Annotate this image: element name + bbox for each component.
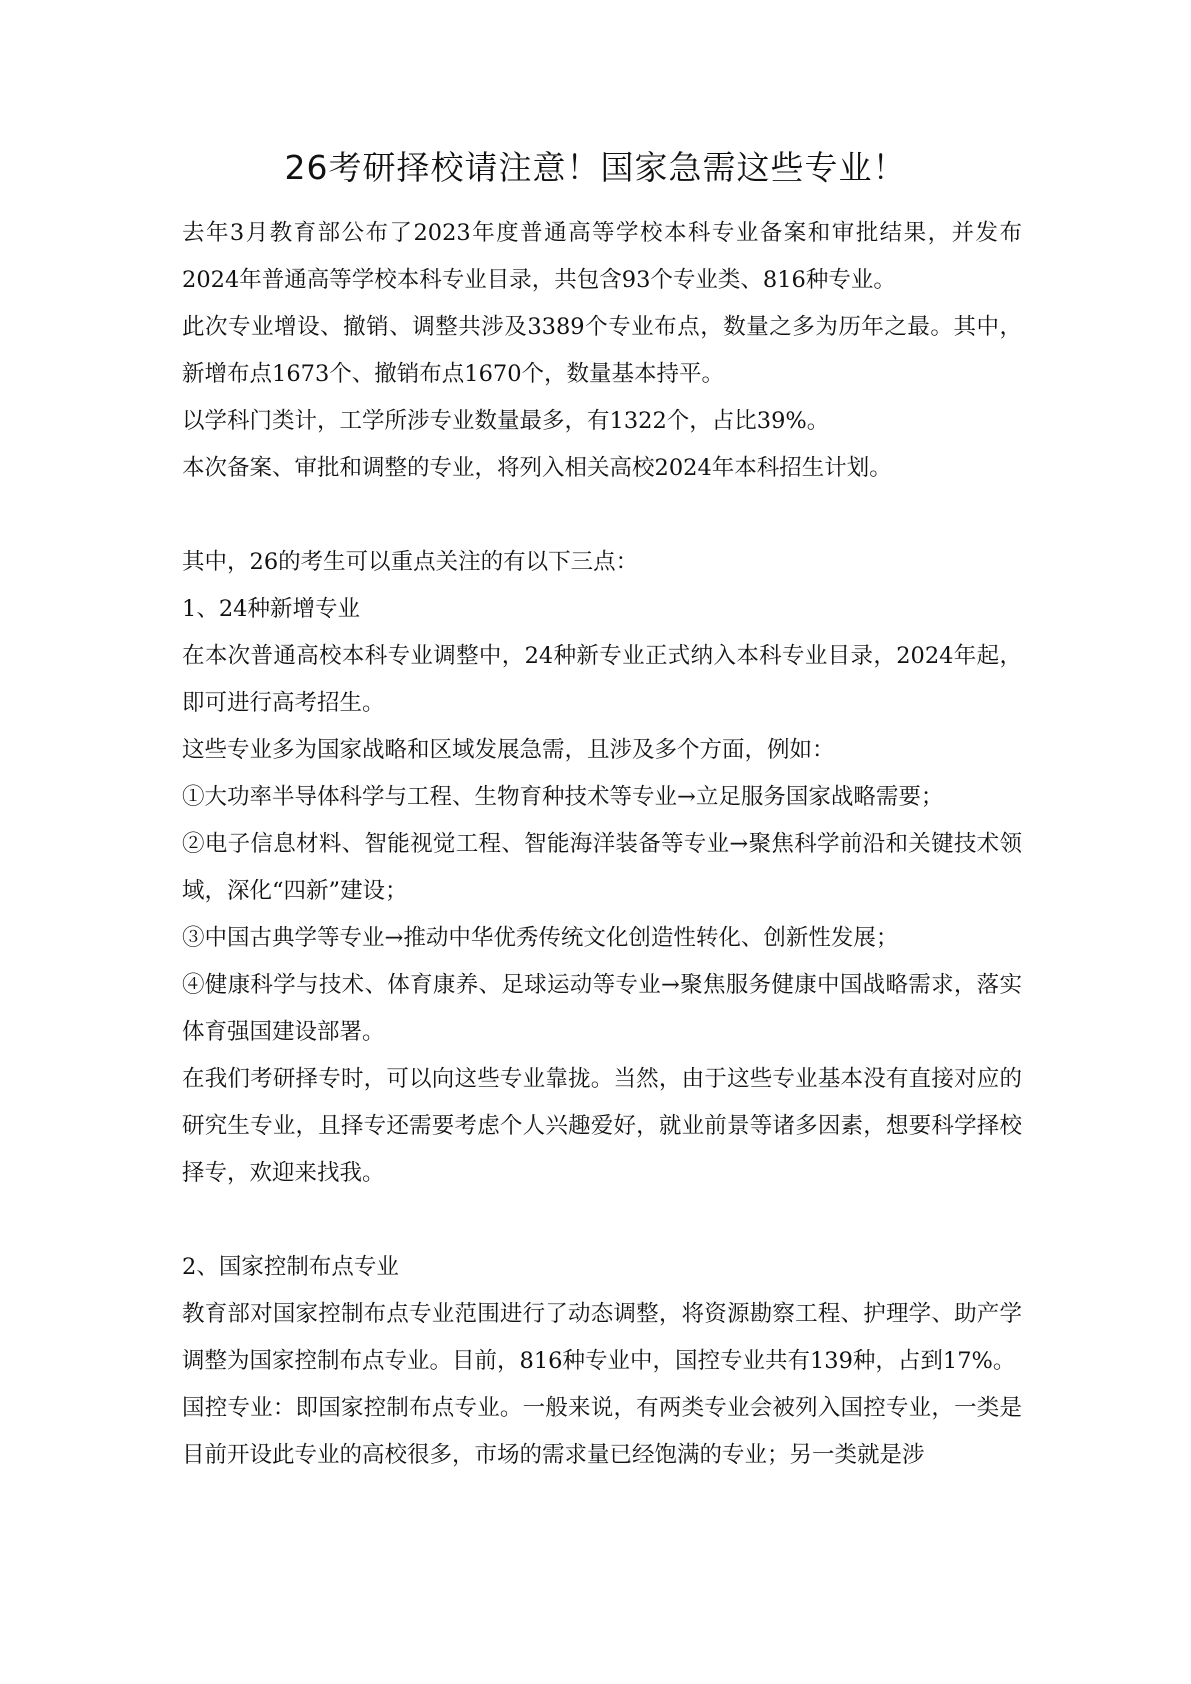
paragraph-enrollment-plan: 本次备案、审批和调整的专业，将列入相关高校2024年本科招生计划。 [182, 455, 892, 481]
blank-line [182, 1197, 1022, 1244]
list-item-1: ①大功率半导体科学与工程、生物育种技术等专业→立足服务国家战略需要； [182, 784, 944, 810]
paragraph-intro: 去年3月教育部公布了2023年度普通高等学校本科专业备案和审批结果，并发布2024年普通高等学校本科专业目录，共包含93个专业类、816种专业。 [182, 220, 1022, 293]
list-item-2: ②电子信息材料、智能视觉工程、智能海洋装备等专业→聚焦科学前沿和关键技术领域，深化“四新”建设； [182, 831, 1022, 904]
paragraph-strategy: 这些专业多为国家战略和区域发展急需，且涉及多个方面，例如： [182, 737, 835, 763]
paragraph-advice: 在我们考研择专时，可以向这些专业靠拢。当然，由于这些专业基本没有直接对应的研究生专业，且择专还需要考虑个人兴趣爱好，就业前景等诸多因素，想要科学择校择专，欢迎来找我。 [182, 1066, 1022, 1186]
paragraph-three-points: 其中，26的考生可以重点关注的有以下三点： [182, 549, 639, 575]
paragraph-engineering-share: 以学科门类计，工学所涉专业数量最多，有1322个，占比39%。 [182, 408, 830, 434]
list-item-3: ③中国古典学等专业→推动中华优秀传统文化创造性转化、创新性发展； [182, 925, 899, 951]
paragraph-layout-stats: 此次专业增设、撤销、调整共涉及3389个专业布点，数量之多为历年之最。其中，新增布点1673个、撤销布点1670个，数量基本持平。 [182, 314, 1022, 387]
paragraph-controlled-adjustment: 教育部对国家控制布点专业范围进行了动态调整，将资源勘察工程、护理学、助产学调整为国家控制布点专业。目前，816种专业中，国控专业共有139种，占到17%。 [182, 1301, 1022, 1374]
blank-line [182, 492, 1022, 539]
section-heading-controlled-majors: 2、国家控制布点专业 [182, 1254, 399, 1280]
section-heading-new-majors: 1、24种新增专业 [182, 596, 360, 622]
document-body [182, 210, 1022, 1479]
paragraph-controlled-definition: 国控专业：即国家控制布点专业。一般来说，有两类专业会被列入国控专业，一类是目前开设此专业的高校很多，市场的需求量已经饱满的专业；另一类就是涉 [182, 1395, 1022, 1468]
document-title: 26考研择校请注意！国家急需这些专业！ [284, 148, 907, 187]
list-item-4: ④健康科学与技术、体育康养、足球运动等专业→聚焦服务健康中国战略需求，落实体育强国建设部署。 [182, 972, 1022, 1045]
paragraph-new-majors: 在本次普通高校本科专业调整中，24种新专业正式纳入本科专业目录，2024年起，即可进行高考招生。 [182, 643, 1022, 716]
